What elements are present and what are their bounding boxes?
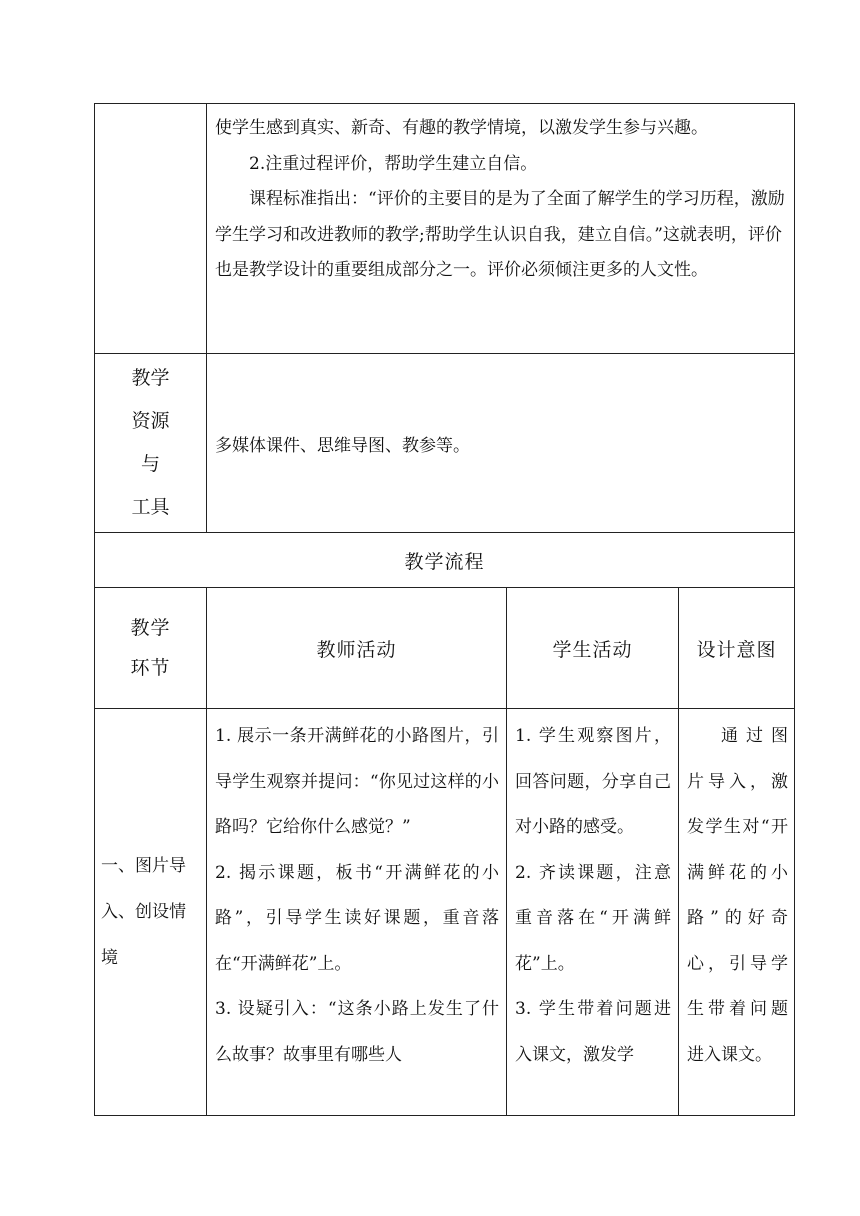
header-intent: 设计意图 [679,588,795,709]
student-step-1: 1. 学生观察图片，回答问题，分享自己对小路的感受。 [515,726,671,837]
header-student: 学生活动 [507,588,679,709]
lesson-plan-table [94,103,795,1116]
rationale-line-1: 使学生感到真实、新奇、有趣的教学情境，以激发学生参与兴趣。 [215,118,708,138]
resources-label-cell [95,354,207,533]
design-intent-text: 通过图片导入，激发学生对“开满鲜花的小路”的好奇心，引导学生带着问题进入课文。 [687,726,788,1065]
header-stage-line-1: 教学 [130,617,171,639]
teacher-activity-cell [207,709,507,1116]
header-stage [95,588,207,709]
resources-content: 多媒体课件、思维导图、教参等。 [207,354,795,533]
flow-header-row [95,588,795,709]
student-step-2: 2. 齐读课题，注意重音落在“开满鲜花”上。 [515,862,671,974]
lesson-plan-page [94,103,794,1116]
flow-title-row [95,533,795,588]
teacher-step-2: 2. 揭示课题，板书“开满鲜花的小路”，引导学生读好课题，重音落在“开满鲜花”上。 [215,862,499,974]
resources-label-line-4: 工具 [131,496,170,518]
design-rationale-cell [207,104,795,354]
rationale-line-2: 2.注重过程评价，帮助学生建立自信。 [249,153,538,174]
resources-label-line-2: 资源 [131,410,170,432]
resources-row [95,354,795,533]
teacher-step-3: 3. 设疑引入：“这条小路上发生了什么故事？故事里有哪些人 [215,999,499,1065]
flow-title: 教学流程 [95,533,795,588]
student-step-3: 3. 学生带着问题进入课文，激发学 [515,999,671,1065]
header-stage-line-2: 环节 [130,657,171,679]
stage-row [95,709,795,1116]
resources-label-line-3: 与 [140,453,160,475]
teacher-step-1: 1. 展示一条开满鲜花的小路图片，引导学生观察并提问：“你见过这样的小路吗？它给你什么感觉？” [215,726,499,837]
header-teacher: 教师活动 [207,588,507,709]
rationale-line-3: 课程标准指出：“评价的主要目的是为了全面了解学生的学习历程，激励学生学习和改进教师的教学;帮助学生认识自我，建立自信。”这就表明，评价也是教学设计的重要组成部分之一。评价必须倾注更多的人文性。 [215,189,785,280]
stage-name: 一、图片导入、创设情境 [95,709,207,1116]
student-activity-cell [507,709,679,1116]
resources-label-line-1: 教学 [131,367,170,389]
design-intent-cell [679,709,795,1116]
empty-label-cell [95,104,207,354]
design-rationale-row [95,104,795,354]
